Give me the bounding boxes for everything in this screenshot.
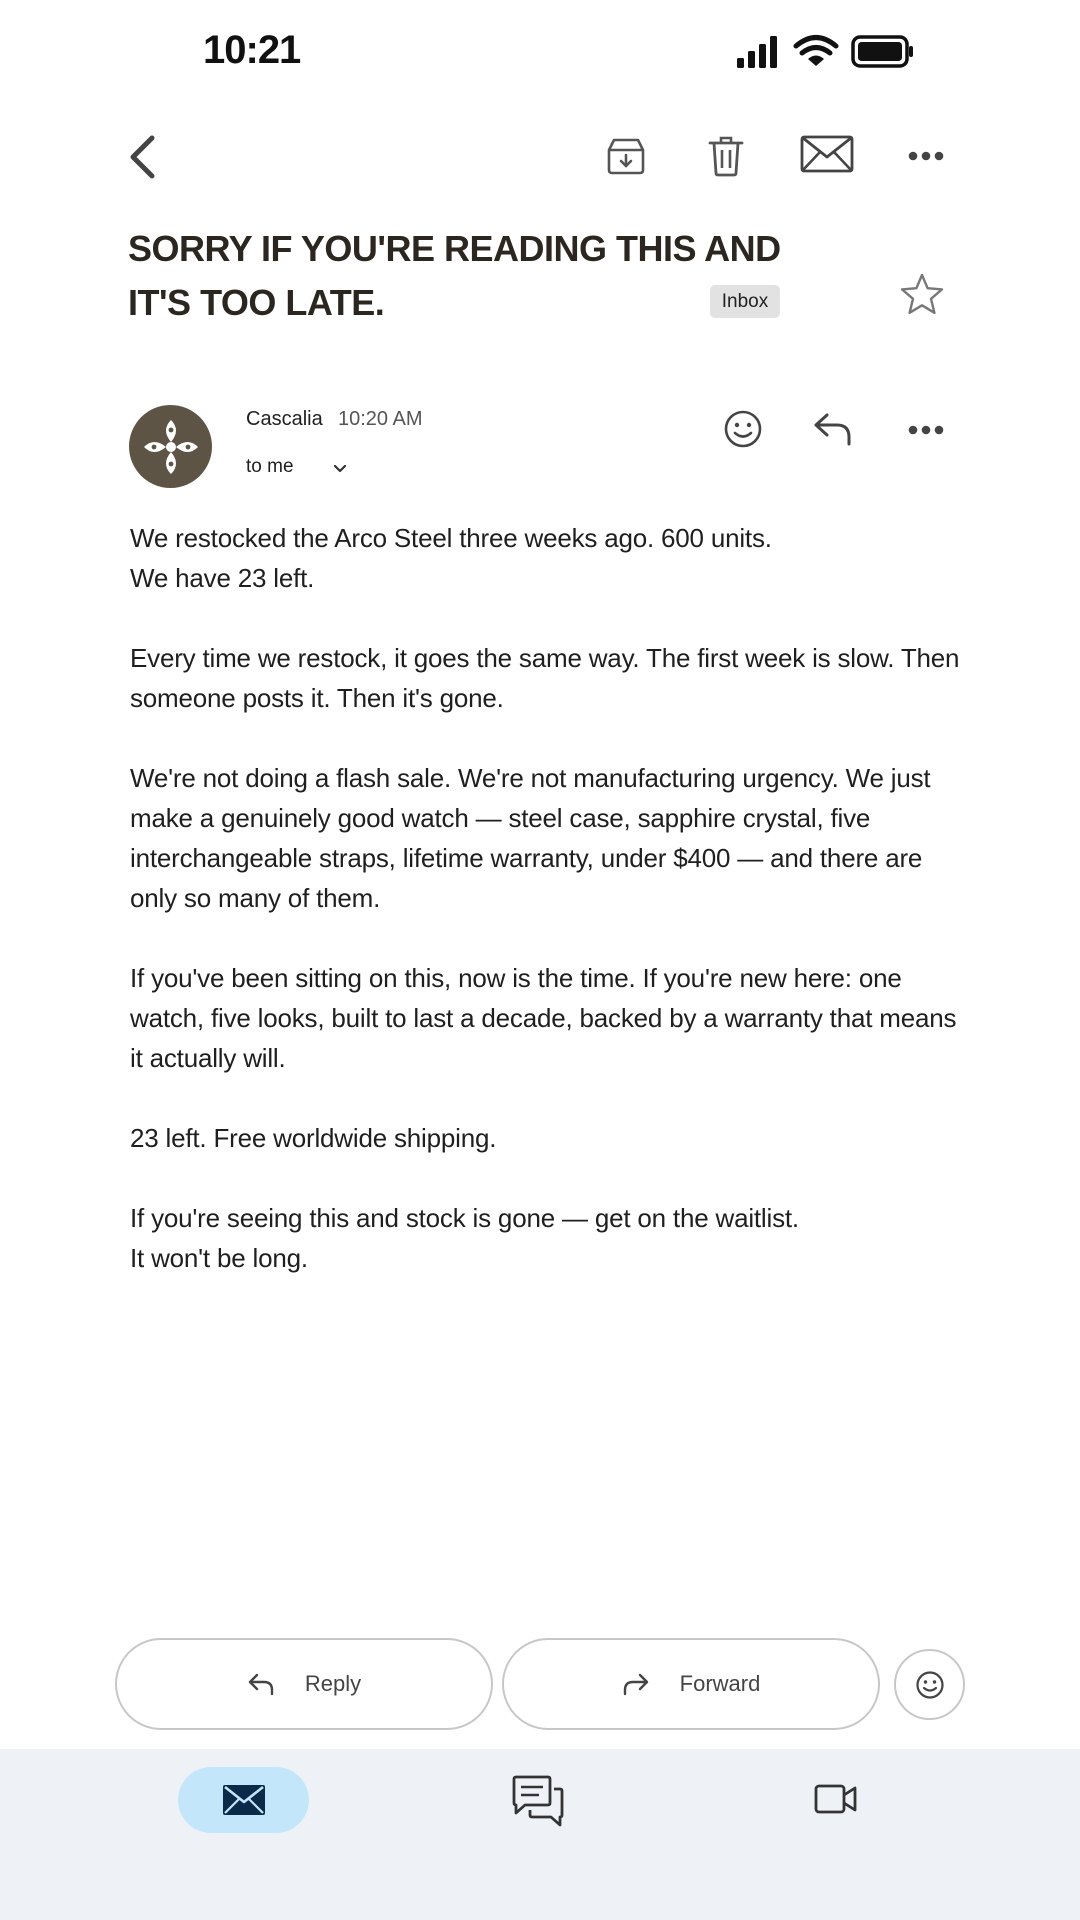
nav-meet[interactable] <box>812 1779 860 1819</box>
forward-button-label: Forward <box>679 1671 761 1696</box>
more-options-button[interactable] <box>904 143 948 169</box>
archive-icon <box>606 136 646 176</box>
mark-unread-button[interactable] <box>800 134 854 174</box>
recipient-details-toggle[interactable] <box>332 462 348 480</box>
more-icon <box>908 425 944 435</box>
status-time: 10:21 <box>203 28 301 72</box>
archive-button[interactable] <box>604 134 648 178</box>
star-button[interactable] <box>898 270 946 318</box>
inbox-label-chip[interactable]: Inbox <box>710 285 780 318</box>
emoji-reaction-button[interactable] <box>894 1649 965 1720</box>
forward-button[interactable] <box>502 1638 880 1730</box>
email-subject: SORRY IF YOU'RE READING THIS AND IT'S TOO LATE. <box>128 228 781 323</box>
reply-icon-button[interactable] <box>812 410 854 448</box>
reply-icon <box>247 1672 275 1696</box>
reply-button-label: Reply <box>304 1671 362 1696</box>
react-emoji-button[interactable] <box>722 408 764 450</box>
body-paragraph: If you've been sitting on this, now is the time. If you're new here: one watch, five looks, built to last a decade, backed by a warranty that means it actually will. <box>130 963 957 1073</box>
more-icon <box>908 151 944 161</box>
status-icons <box>735 34 915 70</box>
bottom-navigation <box>0 1749 1080 1920</box>
sender-name[interactable]: Cascalia <box>246 408 323 430</box>
back-icon <box>127 135 157 179</box>
body-paragraph: We restocked the Arco Steel three weeks ago. 600 units. We have 23 left. <box>130 523 772 593</box>
nav-chat[interactable] <box>510 1773 566 1829</box>
emoji-icon <box>915 1670 945 1700</box>
battery-icon <box>853 37 913 66</box>
forward-icon <box>622 1672 650 1696</box>
wifi-icon <box>796 38 836 67</box>
recipient-label[interactable]: to me <box>246 456 294 477</box>
sender-avatar[interactable] <box>129 405 212 488</box>
delete-icon <box>708 135 744 177</box>
mail-icon <box>222 1784 266 1816</box>
brand-logo-icon <box>140 416 202 478</box>
email-timestamp: 10:20 AM <box>338 408 423 430</box>
message-more-button[interactable] <box>904 417 948 443</box>
chat-icon <box>511 1775 565 1827</box>
mark-unread-icon <box>800 135 854 173</box>
reply-button[interactable] <box>115 1638 493 1730</box>
body-paragraph: Every time we restock, it goes the same way. The first week is slow. Then someone posts it. Then it's gone. <box>130 643 960 713</box>
star-icon <box>899 272 945 316</box>
nav-mail[interactable] <box>178 1767 309 1833</box>
body-paragraph: 23 left. Free worldwide shipping. <box>130 1123 497 1153</box>
reply-icon <box>813 412 853 446</box>
video-icon <box>814 1782 858 1816</box>
emoji-icon <box>723 409 763 449</box>
body-paragraph: We're not doing a flash sale. We're not manufacturing urgency. We just make a genuinely good watch — steel case, sapphire crystal, five interchangeable straps, lifetime warranty, under $400 — and there are only so many of them. <box>130 763 931 913</box>
signal-icon <box>735 34 915 70</box>
email-body <box>130 518 960 1318</box>
body-paragraph: If you're seeing this and stock is gone — get on the waitlist. It won't be long. <box>130 1203 799 1273</box>
chevron-down-icon <box>332 463 348 475</box>
back-button[interactable] <box>120 133 164 181</box>
delete-button[interactable] <box>705 133 747 179</box>
